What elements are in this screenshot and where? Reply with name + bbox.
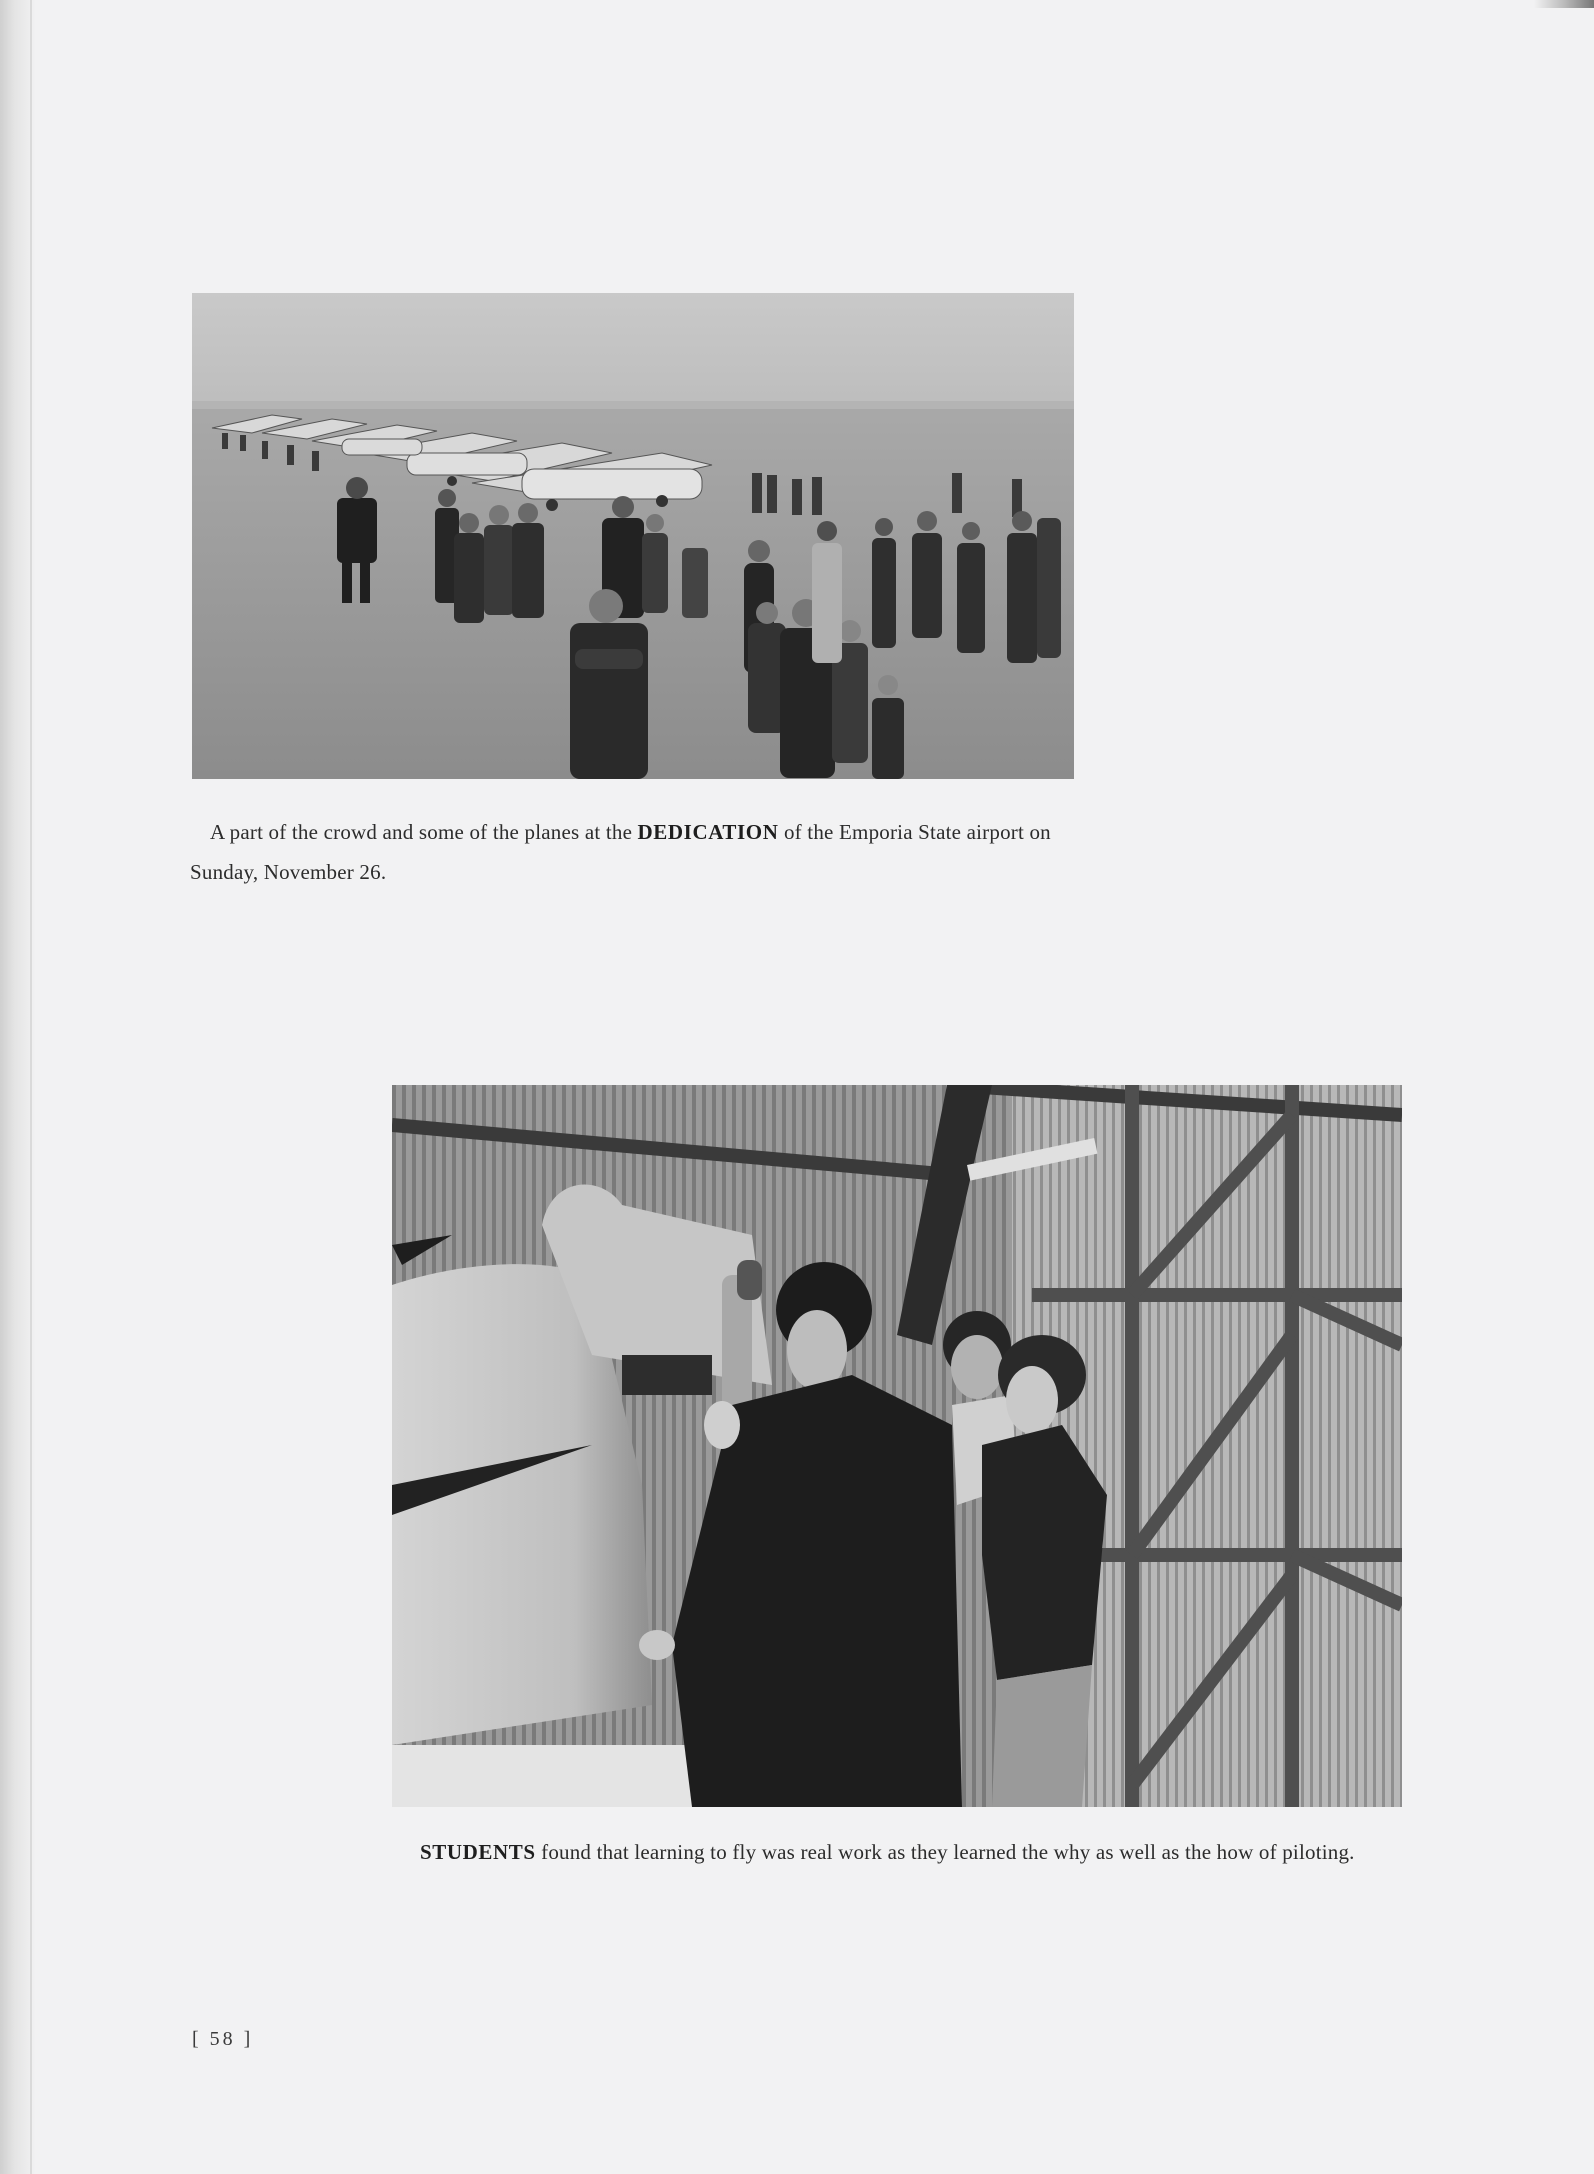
caption-rest-text: of the Emporia State airport on Sunday, November 26. [190, 820, 1051, 884]
page-corner-shadow [1534, 0, 1594, 8]
caption-keyword-students: STUDENTS [420, 1840, 536, 1864]
hangar-photo-caption [394, 1832, 1414, 1872]
sky [192, 293, 1074, 408]
page-binding-line [30, 0, 32, 2174]
caption-keyword-dedication: DEDICATION [637, 820, 779, 844]
caption-rest-text: found that learning to fly was real work as they learned the why as well as the how of piloting. [535, 1840, 1355, 1864]
airfield-crowd-photo [192, 293, 1074, 779]
page-number: [ 58 ] [192, 2028, 254, 2050]
hangar-students-photo [392, 1085, 1402, 1807]
caption-lead-text: A part of the crowd and some of the planes at the [210, 820, 638, 844]
crowd-photo-caption [190, 812, 1105, 892]
